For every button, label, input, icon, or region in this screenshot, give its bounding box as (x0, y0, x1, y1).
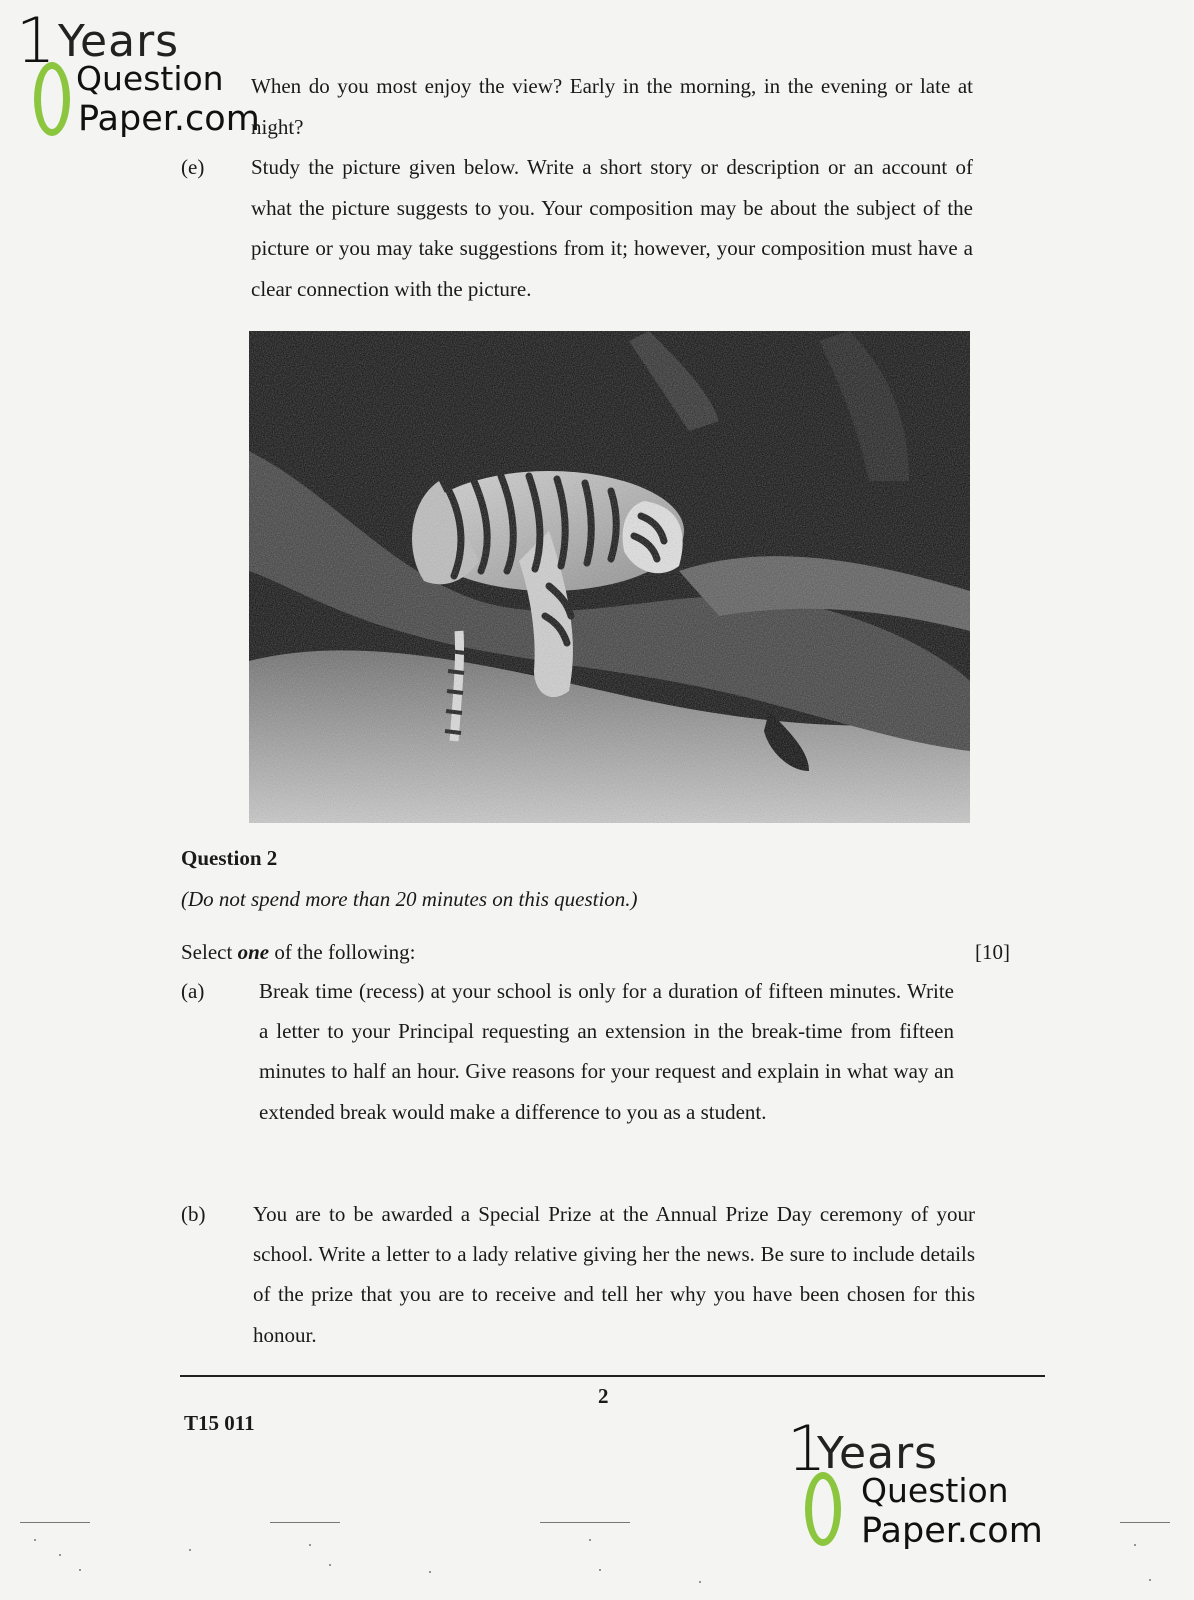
logo-zero-ring (34, 62, 70, 136)
q2-select-line (181, 932, 415, 972)
q2a-text: Break time (recess) at your school is only for a duration of fifteen minutes. Write a letter to your Principal requesting an extension in the break-time from fifteen minutes to half an hour. Give reasons for your request and explain in what way an extended break would make a difference to you as a student. (259, 979, 954, 1124)
q2-title: Question 2 (181, 846, 278, 870)
intro-question-text: When do you most enjoy the view? Early in the morning, in the evening or late at night? (251, 74, 973, 139)
tiger-on-branch-photo (249, 331, 970, 823)
q1e-text: Study the picture given below. Write a short story or description or an account of what the picture suggests to you. Your composition may be about the subject of the picture or you may take suggestions from it; however, your composition must have a clear connection with the picture. (251, 155, 973, 301)
logo-one: 1 (787, 1412, 827, 1485)
logo-question: Question (76, 59, 224, 98)
logo-one: 1 (16, 4, 56, 77)
q2-instruction: (Do not spend more than 20 minutes on this question.) (181, 887, 638, 911)
q2b-text: You are to be awarded a Special Prize at the Annual Prize Day ceremony of your school. Write a letter to a lady relative giving her the news. Be sure to include details of the prize that you are to receive and tell her why you have been chosen for this honour. (253, 1202, 975, 1347)
logo-years: Years (817, 1428, 939, 1479)
page-number: 2 (598, 1384, 609, 1408)
select-text-after: of the following: (269, 940, 416, 964)
logo-years: Years (58, 16, 180, 67)
logo-question: Question (861, 1471, 1009, 1510)
logo-paper: Paper.com (78, 99, 260, 139)
q2a-label: (a) (181, 979, 205, 1003)
paper-code: T15 011 (184, 1411, 255, 1435)
footer-divider (180, 1375, 1045, 1377)
scan-noise (0, 1510, 1194, 1600)
q2b-label: (b) (181, 1202, 206, 1226)
select-text-emphasis: one (237, 940, 270, 964)
select-text-before: Select (181, 940, 238, 964)
logo-paper: Paper.com (861, 1511, 1043, 1551)
tiger-illustration (249, 331, 970, 823)
site-logo-top (16, 4, 260, 150)
q2-marks: [10] (975, 940, 1010, 964)
q1e-label: (e) (181, 155, 205, 179)
